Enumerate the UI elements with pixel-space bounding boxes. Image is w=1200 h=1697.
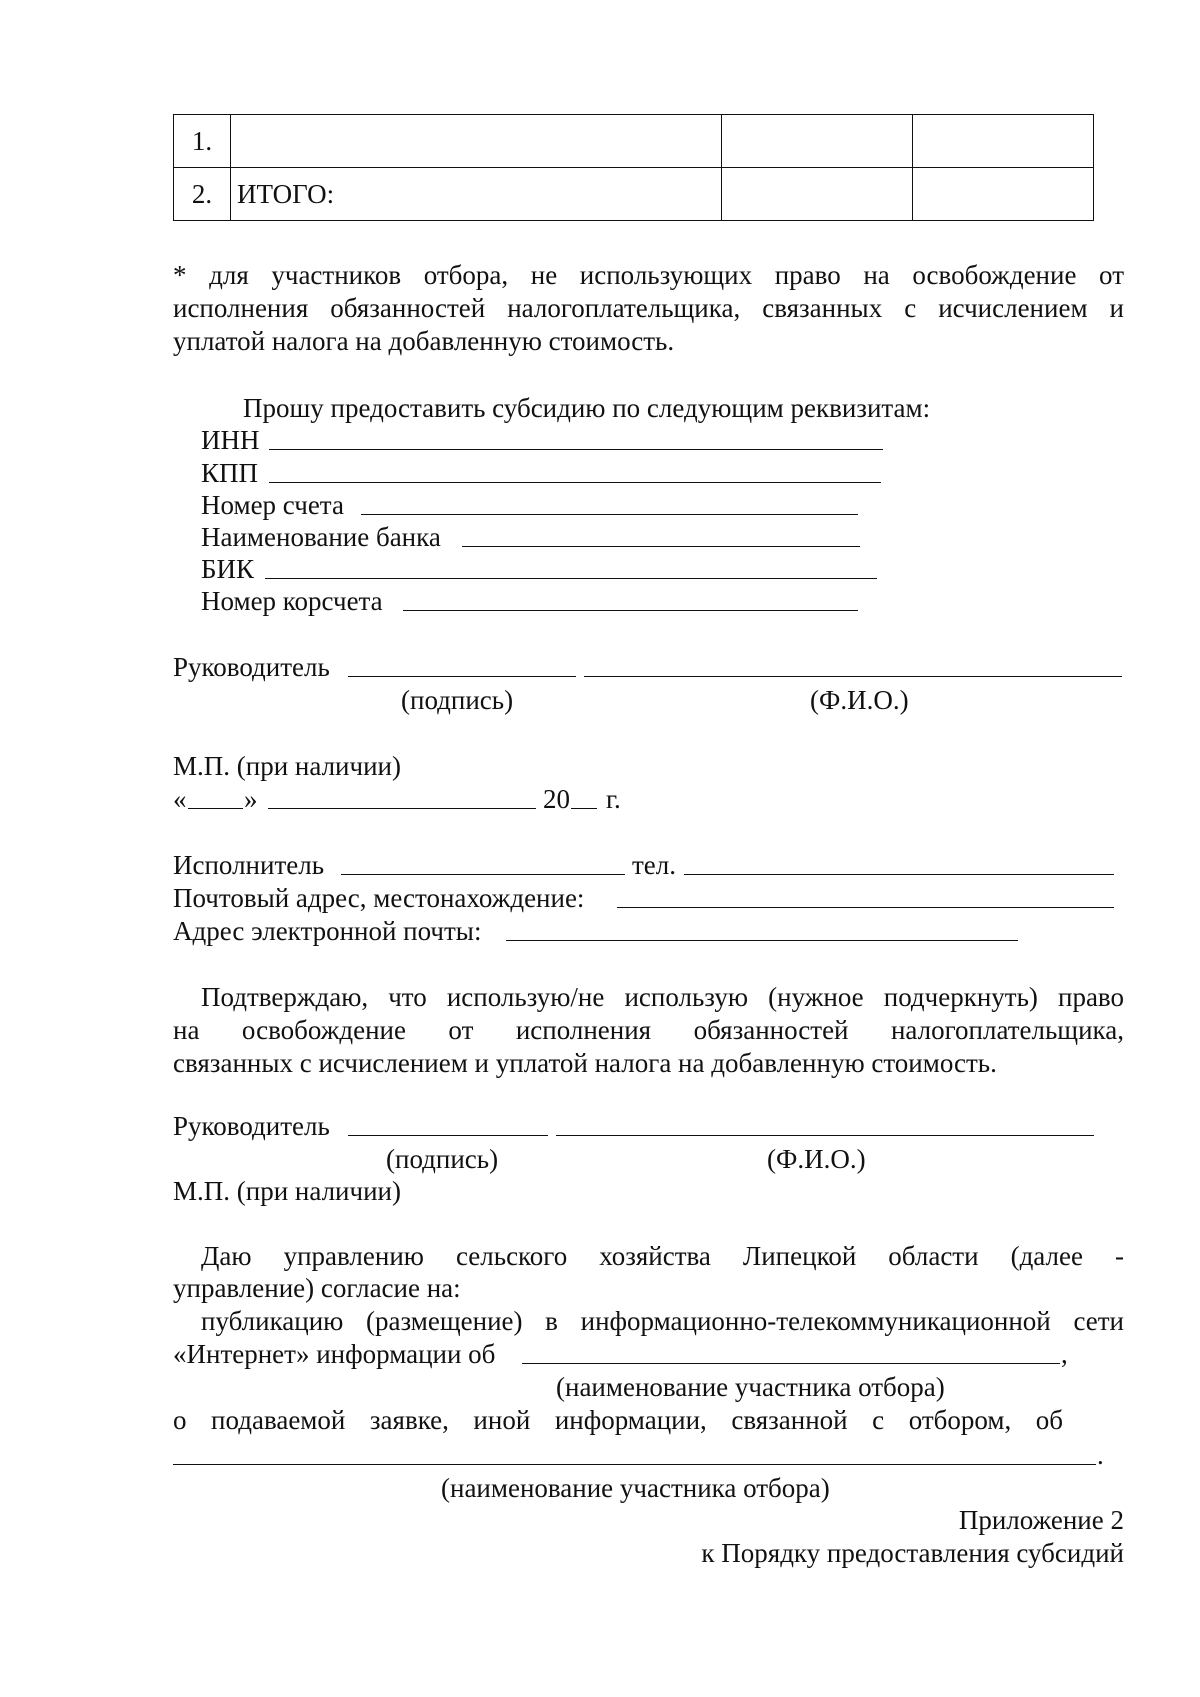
confirm-line-2: на освобождение от исполнения обязанностей налогоплательщика,	[173, 1015, 1124, 1045]
confirm-line-3: связанных с исчислением и уплатой налога на добавленную стоимость.	[173, 1048, 997, 1078]
bank-field[interactable]	[462, 546, 860, 547]
consent-line-4: «Интернет» информации об	[173, 1339, 496, 1369]
footnote-line-2: исполнения обязанностей налогоплательщика, связанных с исчислением и	[173, 293, 1124, 323]
head-label: Руководитель	[173, 652, 330, 682]
comma: ,	[1061, 1339, 1068, 1369]
row-cell	[913, 168, 1094, 221]
stamp-label-2: М.П. (при наличии)	[173, 1176, 401, 1206]
row-cell	[913, 115, 1094, 168]
appendix-subtitle: к Порядку предоставления субсидий	[701, 1538, 1124, 1568]
appendix-title: Приложение 2	[958, 1505, 1124, 1535]
phone-label: тел.	[632, 850, 677, 880]
kpp-label: КПП	[201, 458, 259, 488]
stamp-label: М.П. (при наличии)	[173, 751, 401, 781]
year-field[interactable]	[571, 808, 597, 809]
row-name	[231, 115, 722, 168]
consent-line-5: о подаваемой заявке, иной информации, связанной с отбором, об	[173, 1405, 1063, 1435]
signature-field-2[interactable]	[348, 1135, 548, 1136]
participant-name-field[interactable]	[522, 1363, 1060, 1364]
signature-field[interactable]	[348, 676, 576, 677]
address-field[interactable]	[617, 907, 1114, 908]
row-cell	[722, 115, 913, 168]
head-label-2: Руководитель	[173, 1111, 330, 1141]
phone-field[interactable]	[684, 874, 1114, 875]
fio-field[interactable]	[584, 676, 1122, 677]
account-label: Номер счета	[201, 490, 344, 520]
inn-label: ИНН	[201, 425, 260, 455]
consent-line-2: управление) согласие на:	[173, 1273, 461, 1303]
corr-account-label: Номер корсчета	[201, 586, 383, 616]
executor-label: Исполнитель	[173, 850, 325, 880]
participant-caption-1: (наименование участника отбора)	[556, 1372, 945, 1402]
signature-caption-2: (подпись)	[386, 1144, 499, 1174]
bik-field[interactable]	[265, 578, 877, 579]
requisites-intro: Прошу предоставить субсидию по следующим реквизитам:	[243, 393, 931, 423]
period: .	[1097, 1440, 1104, 1470]
address-label: Почтовый адрес, местонахождение:	[173, 883, 585, 913]
footnote-line-3: уплатой налога на добавленную стоимость.	[173, 326, 675, 356]
row-cell	[722, 168, 913, 221]
footnote-line-1: * для участников отбора, не использующих право на освобождение от	[173, 260, 1124, 290]
fio-caption-2: (Ф.И.О.)	[767, 1144, 866, 1174]
consent-line-1: Даю управлению сельского хозяйства Липецкой области (далее -	[201, 1241, 1124, 1271]
table-row	[174, 115, 1094, 168]
participant-caption-2: (наименование участника отбора)	[441, 1473, 830, 1503]
bik-label: БИК	[201, 554, 255, 584]
kpp-field[interactable]	[269, 482, 881, 483]
confirm-line-1: Подтверждаю, что использую/не использую (нужное подчеркнуть) право	[201, 982, 1124, 1012]
account-field[interactable]	[361, 514, 858, 515]
year-suffix: г.	[606, 784, 621, 814]
signature-caption: (подпись)	[401, 685, 514, 715]
inn-field[interactable]	[269, 449, 883, 450]
date-open-quote: «	[173, 784, 187, 814]
day-field[interactable]	[188, 808, 243, 809]
row-number: 2.	[174, 168, 231, 221]
corr-account-field[interactable]	[403, 610, 858, 611]
month-field[interactable]	[268, 808, 536, 809]
executor-field[interactable]	[341, 874, 625, 875]
consent-line-3: публикацию (размещение) в информационно-телекоммуникационной сети	[201, 1306, 1124, 1336]
date-close-quote: »	[244, 784, 258, 814]
year-prefix: 20	[543, 784, 570, 814]
table-row	[174, 168, 1094, 221]
email-field[interactable]	[506, 940, 1018, 941]
participant-name-field-2[interactable]	[173, 1464, 1096, 1465]
fio-caption: (Ф.И.О.)	[810, 685, 909, 715]
row-number: 1.	[174, 115, 231, 168]
subsidy-table	[173, 114, 1094, 221]
bank-label: Наименование банка	[201, 522, 441, 552]
email-label: Адрес электронной почты:	[173, 916, 482, 946]
fio-field-2[interactable]	[556, 1135, 1094, 1136]
row-name: ИТОГО:	[231, 168, 722, 221]
